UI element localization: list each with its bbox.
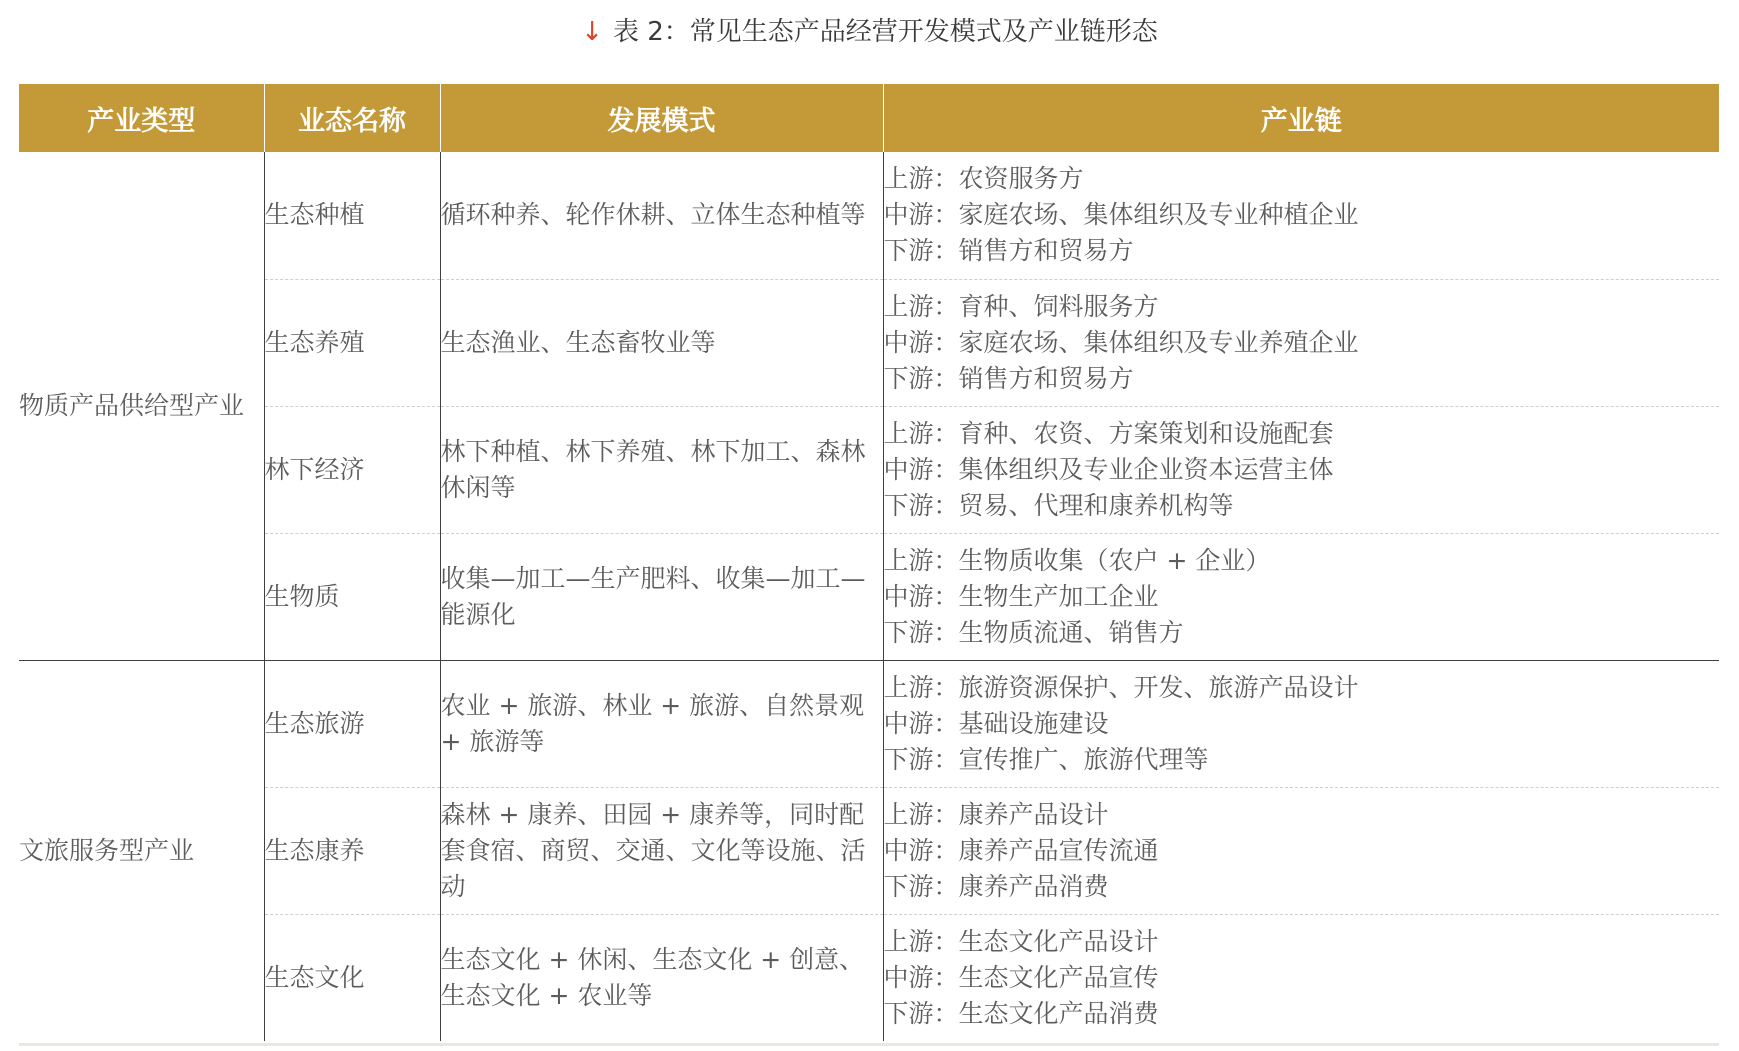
table-row <box>19 533 1719 660</box>
upstream-line: 上游：育种、农资、方案策划和设施配套 <box>883 418 1334 448</box>
development-mode-cell: 农业 + 旅游、林业 + 旅游、自然景观 + 旅游等 <box>440 660 883 787</box>
industry-chain-cell <box>883 406 1719 533</box>
table-row <box>19 406 1719 533</box>
development-mode-cell: 森林 + 康养、田园 + 康养等，同时配套食宿、商贸、交通、文化等设施、活动 <box>440 787 883 914</box>
upstream-line: 上游：生物质收集（农户 + 企业） <box>883 545 1271 575</box>
header-industry-chain: 产业链 <box>883 84 1719 152</box>
downstream-line: 下游：生物质流通、销售方 <box>883 617 1184 647</box>
caption-text: 表 2：常见生态产品经营开发模式及产业链形态 <box>612 17 1158 47</box>
table-row <box>19 279 1719 406</box>
development-mode-cell: 收集—加工—生产肥料、收集—加工—能源化 <box>440 533 883 660</box>
development-mode-cell: 林下种植、林下养殖、林下加工、森林休闲等 <box>440 406 883 533</box>
format-name-cell: 生态旅游 <box>264 660 440 787</box>
format-name-cell: 生态种植 <box>264 152 440 279</box>
table-caption <box>0 12 1739 52</box>
downstream-line: 下游：康养产品消费 <box>883 871 1109 901</box>
format-name-cell: 生态康养 <box>264 787 440 914</box>
table-row <box>19 152 1719 279</box>
development-mode-cell: 生态文化 + 休闲、生态文化 + 创意、生态文化 + 农业等 <box>440 914 883 1041</box>
industry-chain-cell <box>883 152 1719 279</box>
midstream-line: 中游：家庭农场、集体组织及专业种植企业 <box>883 200 1359 230</box>
upstream-line: 上游：生态文化产品设计 <box>883 926 1159 956</box>
industry-type-cell: 物质产品供给型产业 <box>19 152 264 660</box>
header-development-mode: 发展模式 <box>440 84 883 152</box>
bottom-divider <box>19 1043 1719 1046</box>
downstream-line: 下游：宣传推广、旅游代理等 <box>883 744 1209 774</box>
header-industry-type: 产业类型 <box>19 84 264 152</box>
table-row <box>19 787 1719 914</box>
industry-chain-cell <box>883 787 1719 914</box>
industry-chain-cell <box>883 533 1719 660</box>
downstream-line: 下游：生态文化产品消费 <box>883 998 1159 1028</box>
midstream-line: 中游：生物生产加工企业 <box>883 581 1159 611</box>
midstream-line: 中游：家庭农场、集体组织及专业养殖企业 <box>883 327 1359 357</box>
upstream-line: 上游：育种、饲料服务方 <box>883 291 1159 321</box>
development-mode-cell: 循环种养、轮作休耕、立体生态种植等 <box>440 152 883 279</box>
format-name-cell: 生态养殖 <box>264 279 440 406</box>
upstream-line: 上游：旅游资源保护、开发、旅游产品设计 <box>883 672 1359 702</box>
midstream-line: 中游：集体组织及专业企业资本运营主体 <box>883 454 1334 484</box>
industry-chain-cell <box>883 279 1719 406</box>
table-row <box>19 660 1719 787</box>
downstream-line: 下游：贸易、代理和康养机构等 <box>883 490 1234 520</box>
header-row <box>19 84 1719 152</box>
midstream-line: 中游：康养产品宣传流通 <box>883 835 1159 865</box>
industry-type-cell: 文旅服务型产业 <box>19 660 264 1041</box>
header-format-name: 业态名称 <box>264 84 440 152</box>
upstream-line: 上游：农资服务方 <box>883 164 1084 194</box>
downstream-line: 下游：销售方和贸易方 <box>883 363 1134 393</box>
industry-chain-cell <box>883 660 1719 787</box>
format-name-cell: 生态文化 <box>264 914 440 1041</box>
development-mode-cell: 生态渔业、生态畜牧业等 <box>440 279 883 406</box>
upstream-line: 上游：康养产品设计 <box>883 799 1109 829</box>
table-row <box>19 914 1719 1041</box>
midstream-line: 中游：生态文化产品宣传 <box>883 962 1159 992</box>
industry-chain-cell <box>883 914 1719 1041</box>
format-name-cell: 生物质 <box>264 533 440 660</box>
downstream-line: 下游：销售方和贸易方 <box>883 236 1134 266</box>
industry-table <box>19 84 1719 1041</box>
format-name-cell: 林下经济 <box>264 406 440 533</box>
midstream-line: 中游：基础设施建设 <box>883 708 1109 738</box>
arrow-down-icon: ↓ <box>581 17 603 47</box>
